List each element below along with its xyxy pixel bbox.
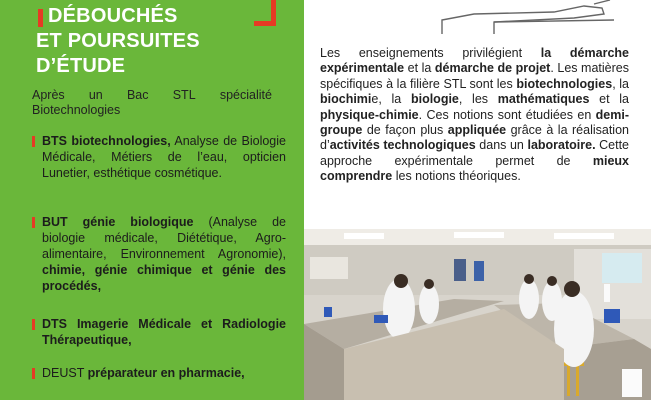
- intro-line-2: Biotechnologies: [32, 103, 121, 117]
- heading-line-2: ET POURSUITES: [36, 30, 200, 52]
- paragraph-emphasis: demi-groupe: [320, 107, 629, 138]
- paragraph-emphasis: activités technologiques: [329, 138, 476, 153]
- entry-bullet-icon: [32, 368, 35, 379]
- paragraph-emphasis: biochimi: [320, 92, 372, 107]
- intro-word: Après: [32, 88, 65, 102]
- paragraph-text: e, la: [371, 92, 411, 107]
- entry-text: DEUST: [42, 366, 88, 380]
- paragraph-text: . Ces notions sont étudiées en: [418, 107, 596, 122]
- paragraph-emphasis: mieux comprendre: [320, 153, 629, 184]
- entry-title: DTS Imagerie Médicale et Radiologie Thérapeutique,: [42, 317, 286, 347]
- paragraph-emphasis: appliquée: [447, 123, 507, 138]
- entry-title: BTS biotechnologies,: [42, 134, 171, 148]
- entry-bullet-icon: [32, 136, 35, 147]
- paragraph-text: , les: [458, 92, 498, 107]
- paragraph-emphasis: biologie: [410, 92, 459, 107]
- entry-deust: [32, 365, 286, 381]
- paragraph-emphasis: physique-chimie: [320, 107, 419, 122]
- paragraph-emphasis: mathématiques: [497, 92, 590, 107]
- paragraph-text: de façon plus: [362, 123, 448, 138]
- heading-line-1: DÉBOUCHÉS: [48, 5, 178, 27]
- entry-text: Analyse de Biologie Médicale, Métiers de l’eau, opticien Lunetier, esthétique cosmétique.: [42, 134, 286, 180]
- paragraph-text: les notions théoriques.: [392, 169, 521, 184]
- section-heading: [36, 4, 298, 79]
- intro-text: [32, 88, 272, 118]
- intro-word: Bac: [126, 88, 149, 102]
- left-panel: [0, 0, 304, 400]
- intro-word: un: [88, 88, 103, 102]
- paragraph-text: et la: [404, 61, 435, 76]
- paragraph-emphasis: laboratoire.: [527, 138, 596, 153]
- entry-dts: [32, 316, 286, 348]
- lab-bench-sketch-icon: [434, 0, 634, 36]
- entry-but: [32, 214, 286, 294]
- entry-title: BUT génie biologique: [42, 215, 194, 229]
- entry-text: (Analyse de biologie médicale, Diététique, Agro-alimentaire, Environnement Agronomie),: [42, 215, 287, 261]
- description-paragraph: [320, 46, 629, 185]
- entry-bts: [32, 133, 286, 181]
- paragraph-emphasis: la démarche expérimentale: [320, 46, 629, 76]
- laboratory-photo: [304, 229, 651, 400]
- paragraph-text: et la: [589, 92, 630, 107]
- heading-line-3: D’ÉTUDE: [36, 55, 126, 77]
- paragraph-text: grâce à la réalisation d’: [320, 123, 629, 153]
- entry-bullet-icon: [32, 217, 35, 228]
- paragraph-emphasis: démarche de projet: [434, 61, 551, 76]
- paragraph-emphasis: biotechnologies: [516, 76, 613, 91]
- entry-title: préparateur en pharmacie,: [87, 366, 245, 380]
- right-panel: [304, 0, 651, 400]
- paragraph-text: Les enseignements privilégient: [320, 46, 541, 60]
- entry-title-2: chimie, génie chimique et génie des procédés,: [42, 263, 286, 293]
- intro-word: spécialité: [219, 88, 272, 102]
- entry-bullet-icon: [32, 319, 35, 330]
- heading-bullet-icon: [38, 9, 43, 27]
- intro-word: STL: [172, 88, 196, 102]
- paragraph-text: dans un: [475, 138, 528, 153]
- paragraph-text: , la: [612, 76, 629, 91]
- paragraph-text: Cette approche expérimentale permet de: [320, 138, 629, 168]
- paragraph-text: . Les matières spécifiques à la filière STL sont les: [320, 61, 629, 91]
